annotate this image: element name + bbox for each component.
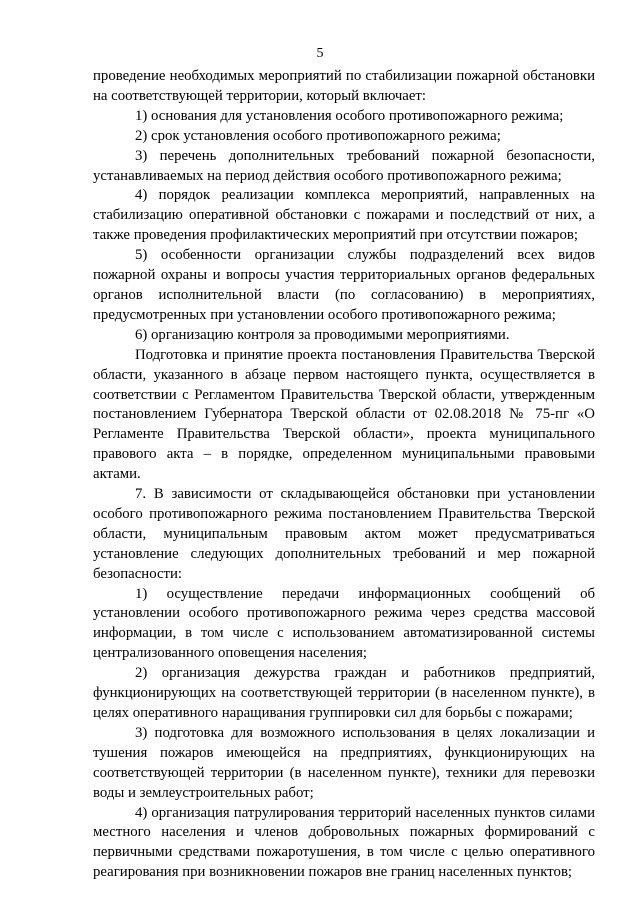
list-item: 2) срок установления особого противопожарного режима; — [135, 127, 501, 144]
document-body — [93, 67, 595, 883]
list-item: 4) организация патрулирования территорий населенных пунктов силами местного населения и членов добровольных пожарных формирований с первичными средствами пожаротушения, в том числе с целью оперативного реагирования при возникновении пожаров вне границ населенных пунктов; — [93, 804, 595, 881]
list-item: 2) организация дежурства граждан и работников предприятий, функционирующих на соответствующей территории (в населенном пункте), в целях оперативного наращивания группировки сил для борьбы с пожарами; — [93, 665, 595, 721]
list-item: 4) порядок реализации комплекса мероприятий, направленных на стабилизацию оперативной обстановки с пожарами и последствий от них, а также проведения профилактических мероприятий при отсутствии пожаров; — [93, 187, 595, 244]
list-item: 3) перечень дополнительных требований пожарной безопасности, устанавливаемых на период действия особого противопожарного режима; — [93, 147, 595, 184]
list-item: 5) особенности организации службы подразделений всех видов пожарной охраны и вопросы участия территориальных органов федеральных органов исполнительной власти (по согласованию) в мероприятиях, предусмотренных при установлении особого противопожарного режима; — [93, 247, 595, 323]
list-item: 1) осуществление передачи информационных сообщений об установлении особого противопожарного режима через средства массовой информации, в том числе с использованием автоматизированной системы централизованного оповещения населения; — [93, 585, 595, 662]
paragraph: Подготовка и принятие проекта постановления Правительства Тверской области, указанного в абзаце первом настоящего пункта, осуществляется в соответствии с Регламентом Правительства Тверской области, утвержденным постановлением Губернатора Тверской области от 02.08.2018 № 75-пг «О Регламенте Правительства Тверской области», проекта муниципального правового акта – в порядке, определенном муниципальными правовыми актами. — [93, 346, 595, 483]
page-number: 5 — [316, 46, 324, 61]
section-paragraph: 7. В зависимости от складывающейся обстановки при установлении особого противопожарного режима постановлением Правительства Тверской области, муниципальным правовым актом может предусматриваться установление следующих дополнительных требований и мер пожарной безопасности: — [93, 486, 595, 582]
paragraph: проведение необходимых мероприятий по стабилизации пожарной обстановки на соответствующей территории, который включает: — [93, 68, 595, 104]
list-item: 3) подготовка для возможного использования в целях локализации и тушения пожаров имеющейся на предприятиях, функционирующих на соответствующей территории (в населенном пункте), техники для перевозки воды и землеустроительных работ; — [93, 724, 595, 801]
list-item: 6) организацию контроля за проводимыми мероприятиями. — [135, 326, 510, 343]
list-item: 1) основания для установления особого противопожарного режима; — [135, 107, 564, 124]
